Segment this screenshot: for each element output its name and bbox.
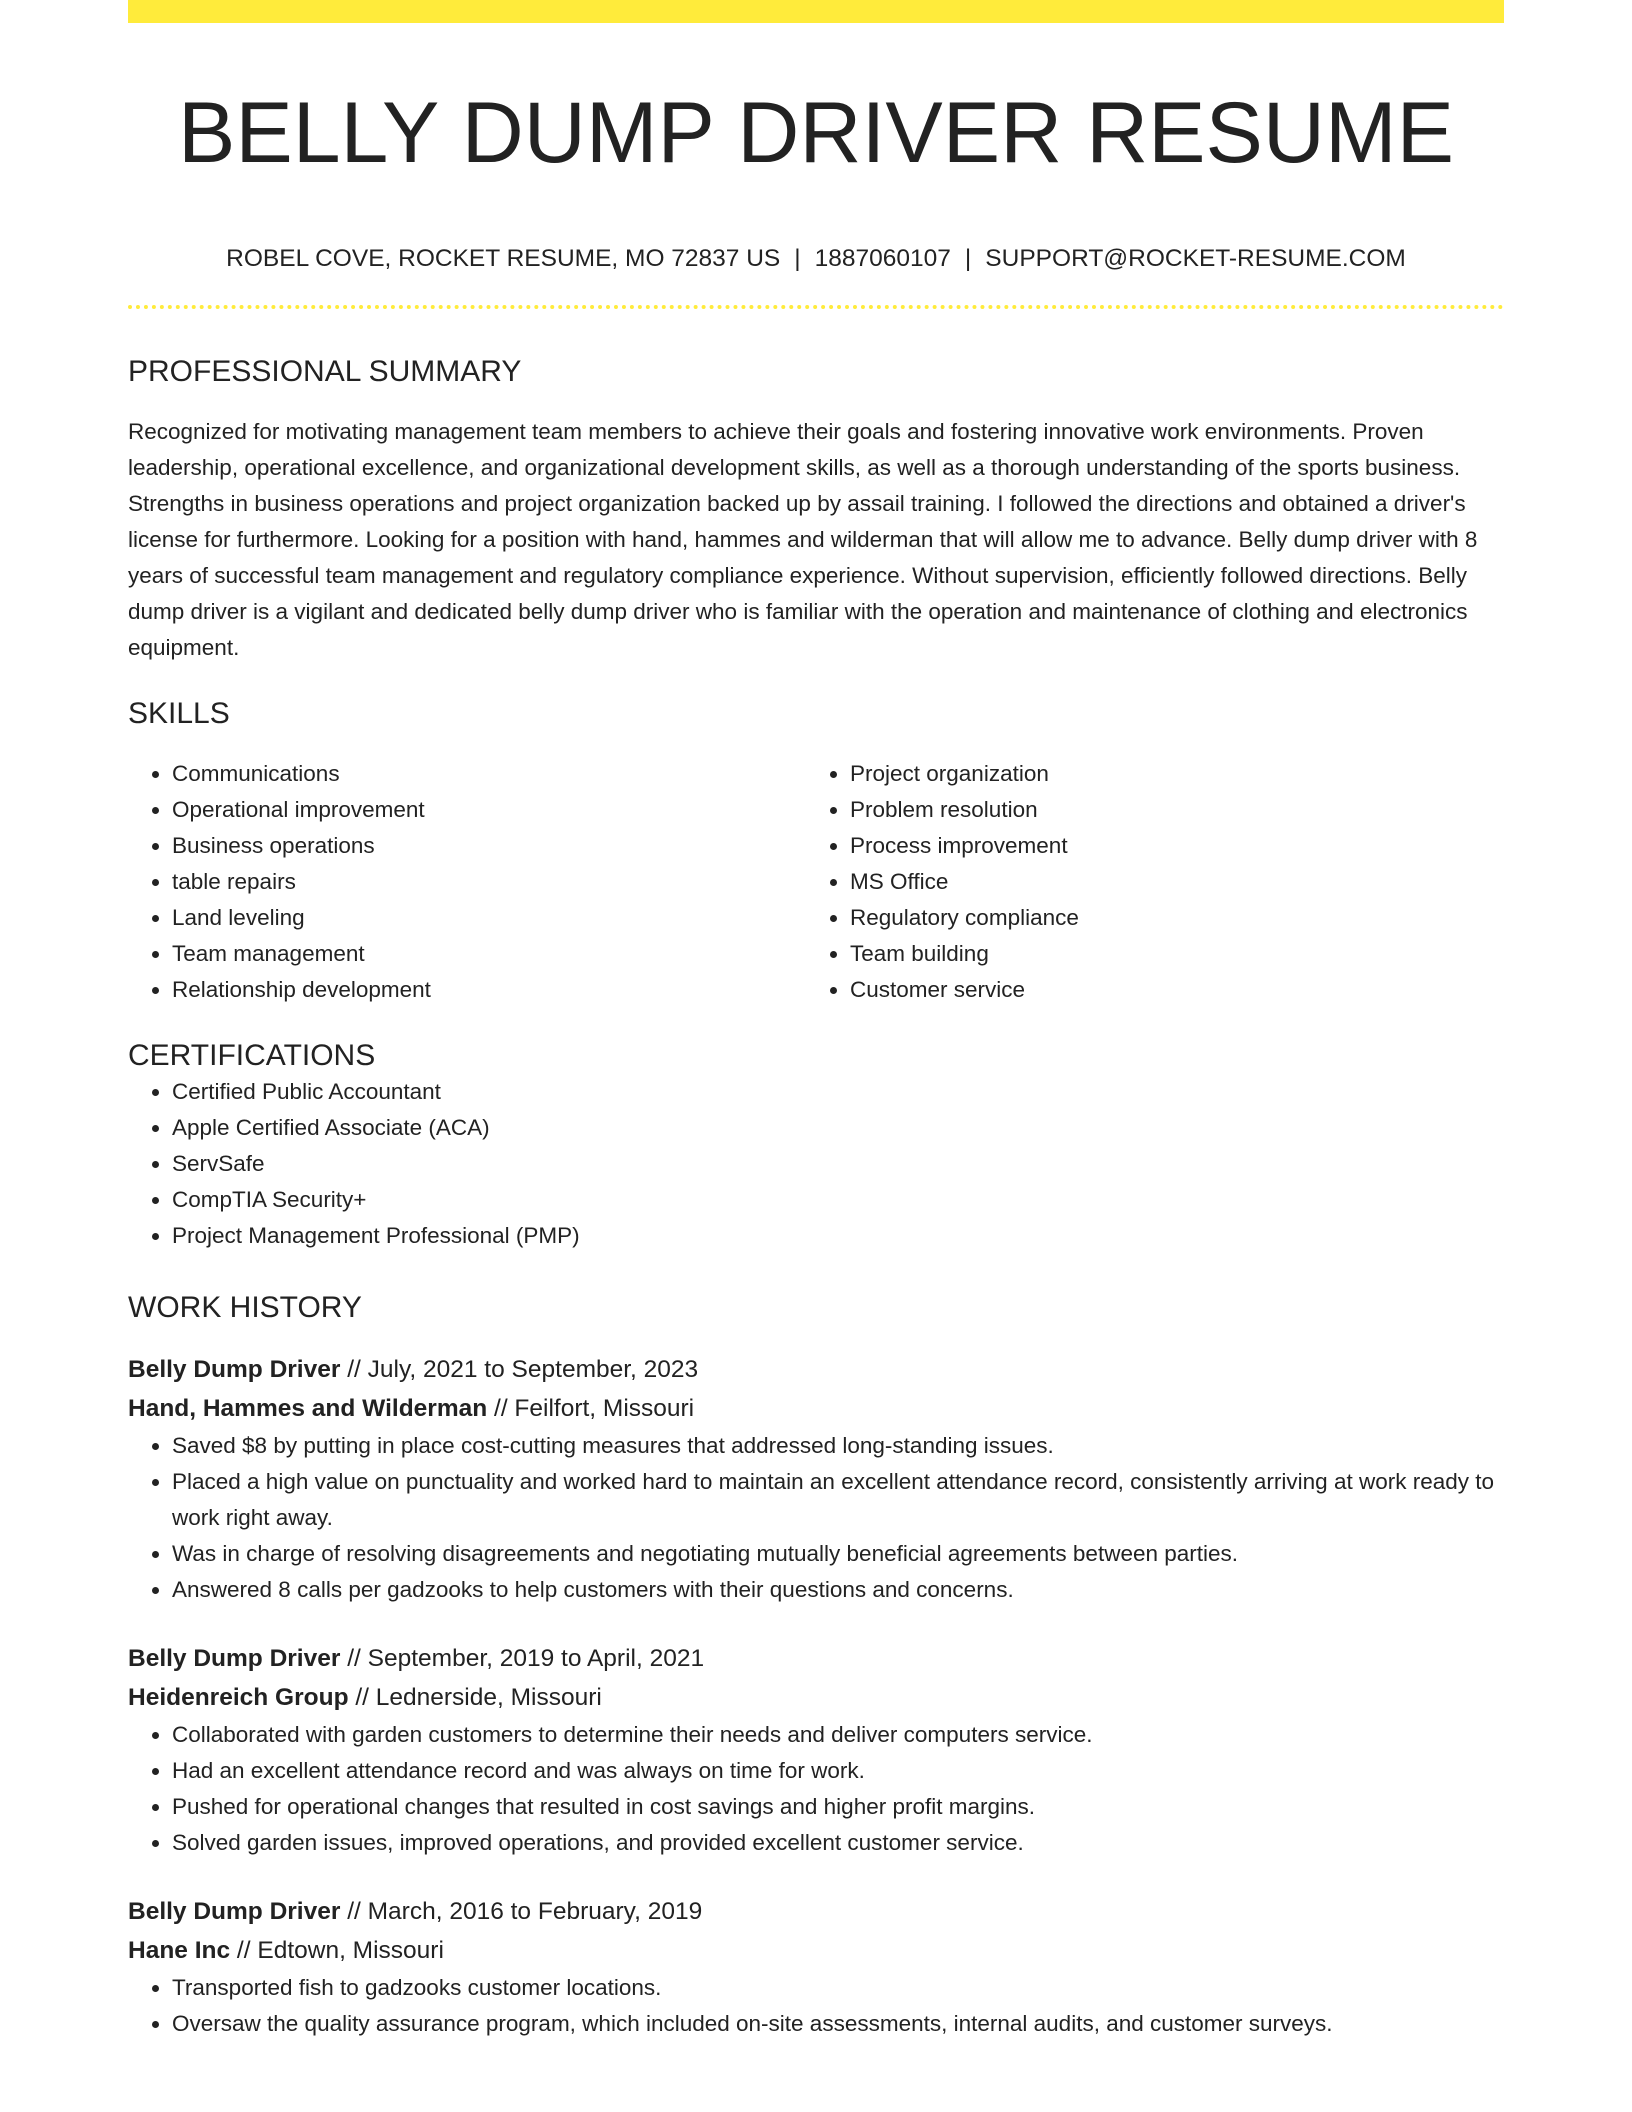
contact-email: SUPPORT@ROCKET-RESUME.COM [985,245,1406,272]
job-bullet: • Had an excellent attendance record and was always on time for work. [172,1753,1504,1789]
job-position: Belly Dump Driver [128,1898,341,1925]
accent-bar [128,0,1504,23]
job-bullet: • Placed a high value on punctuality and worked hard to maintain an excellent attendance record, consistently arriving at work ready to work right away. [172,1464,1504,1536]
skills-list-left [128,756,806,1008]
contact-phone: 1887060107 [814,245,951,272]
skill-item: • table repairs [172,864,806,900]
job-dates: // July, 2021 to September, 2023 [340,1356,699,1383]
job-location: // Lednerside, Missouri [348,1684,602,1711]
job-dates: // September, 2019 to April, 2021 [340,1645,705,1672]
certification-item: • Project Management Professional (PMP) [172,1218,1504,1254]
job-position: Belly Dump Driver [128,1645,341,1672]
skill-item: • Problem resolution [850,792,1484,828]
certifications-heading: CERTIFICATIONS [128,1039,376,1072]
skill-item: • Project organization [850,756,1484,792]
job-bullet: • Solved garden issues, improved operations, and provided excellent customer service. [172,1825,1504,1861]
dotted-divider [128,305,1504,309]
skill-item: • Customer service [850,972,1484,1008]
job-company: Hane Inc [128,1937,231,1964]
job-entry [128,1892,1504,2042]
skill-item: • Communications [172,756,806,792]
skill-item: • Team building [850,936,1484,972]
skill-item: • Team management [172,936,806,972]
skills-grid [128,756,1504,1008]
job-company-line [128,1931,1504,1970]
certification-item: • ServSafe [172,1146,1504,1182]
job-bullets [128,1970,1504,2042]
resume-title: BELLY DUMP DRIVER RESUME [177,85,1455,181]
job-title-line [128,1892,1504,1931]
contact-separator: | [964,245,972,272]
contact-separator: | [794,245,801,272]
certifications-list [128,1074,1504,1254]
skill-item: • Operational improvement [172,792,806,828]
job-bullet: • Oversaw the quality assurance program, which included on-site assessments, internal audits, and customer surveys. [172,2006,1504,2042]
job-bullet: • Saved $8 by putting in place cost-cutting measures that addressed long-standing issues. [172,1428,1504,1464]
resume-page [128,0,1504,2042]
job-entry [128,1639,1504,1861]
job-bullets [128,1717,1504,1861]
job-bullet: • Transported fish to gadzooks customer locations. [172,1970,1504,2006]
skills-column-right [806,756,1484,1008]
job-company: Heidenreich Group [128,1684,349,1711]
summary-text: Recognized for motivating management team members to achieve their goals and fostering innovative work environments. Proven leadership, operational excellence, and organizational development skills, as well as a thorough understanding of the sports business. Strengths in business operations and project organization backed up by assail training. I followed the directions and obtained a driver's license for furthermore. Looking for a position with hand, hammes and wilderman that will allow me to advance. Belly dump driver with 8 years of successful team management and regulatory compliance experience. Without supervision, efficiently followed directions. Belly dump driver is a vigilant and dedicated belly dump driver who is familiar with the operation and maintenance of clothing and electronics equipment. [128,419,1478,660]
skill-item: • Relationship development [172,972,806,1008]
certification-item: • Apple Certified Associate (ACA) [172,1110,1504,1146]
job-position: Belly Dump Driver [128,1356,341,1383]
job-location: // Edtown, Missouri [230,1937,444,1964]
job-title-line [128,1639,1504,1678]
contact-address: ROBEL COVE, ROCKET RESUME, MO 72837 US [226,245,781,272]
job-company: Hand, Hammes and Wilderman [128,1395,488,1422]
job-company-line [128,1678,1504,1717]
work-history-heading: WORK HISTORY [128,1291,362,1324]
job-company-line [128,1389,1504,1428]
skill-item: • Process improvement [850,828,1484,864]
certification-item: • CompTIA Security+ [172,1182,1504,1218]
skill-item: • Business operations [172,828,806,864]
job-entry [128,1350,1504,1608]
skills-list-right [806,756,1484,1008]
job-dates: // March, 2016 to February, 2019 [340,1898,703,1925]
job-bullet: • Answered 8 calls per gadzooks to help customers with their questions and concerns. [172,1572,1504,1608]
job-location: // Feilfort, Missouri [487,1395,695,1422]
contact-line [128,243,1504,275]
certification-item: • Certified Public Accountant [172,1074,1504,1110]
job-bullets [128,1428,1504,1608]
skill-item: • MS Office [850,864,1484,900]
job-bullet: • Collaborated with garden customers to determine their needs and deliver computers service. [172,1717,1504,1753]
summary-heading: PROFESSIONAL SUMMARY [128,355,522,388]
job-bullet: • Pushed for operational changes that resulted in cost savings and higher profit margins. [172,1789,1504,1825]
job-title-line [128,1350,1504,1389]
job-bullet: • Was in charge of resolving disagreements and negotiating mutually beneficial agreements between parties. [172,1536,1504,1572]
skill-item: • Land leveling [172,900,806,936]
skill-item: • Regulatory compliance [850,900,1484,936]
skills-heading: SKILLS [128,697,230,730]
skills-column-left [128,756,806,1008]
